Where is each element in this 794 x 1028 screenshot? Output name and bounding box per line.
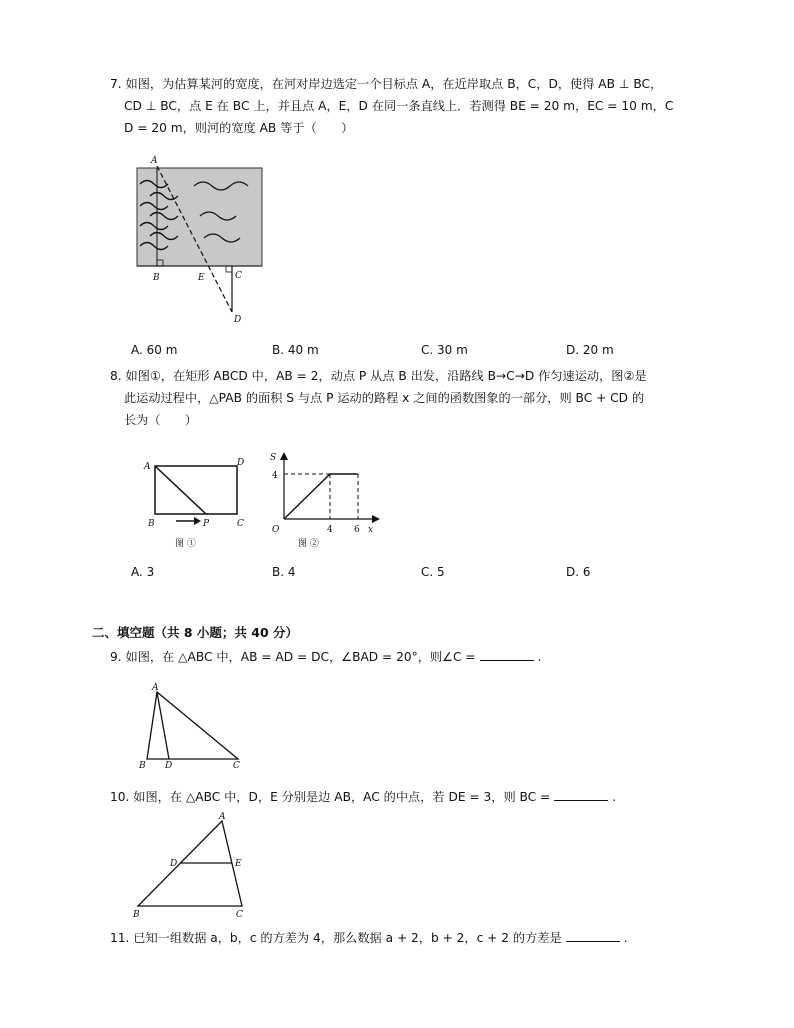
q11-text-post: . <box>623 931 628 945</box>
q10-label-a: A <box>219 812 226 822</box>
q9-text-pre: 9. 如图，在 △ABC 中，AB = AD = DC，∠BAD = 20°，则∠C = <box>110 650 476 664</box>
q7-label-a: A <box>151 156 158 166</box>
q8-option-c[interactable]: C. 5 <box>421 565 445 579</box>
q7-label-b: B <box>153 273 160 283</box>
q8-fig2-caption: 图 ② <box>298 539 319 549</box>
q8-fig1-label-p: P <box>203 519 210 529</box>
q8-fig1-caption: 图 ① <box>175 539 196 549</box>
q8-fig2-label-o: O <box>272 525 280 535</box>
q7-label-e: E <box>198 273 205 283</box>
q8-fig2-tick-x6: 6 <box>354 525 360 535</box>
q8-option-a[interactable]: A. 3 <box>131 565 155 579</box>
q7-line3: D = 20 m，则河的宽度 AB 等于（ ） <box>124 121 354 135</box>
section-2-title: 二、填空题（共 8 小题；共 40 分） <box>92 625 299 640</box>
q8-fig1-label-c: C <box>237 519 244 529</box>
q7-option-c[interactable]: C. 30 m <box>421 343 468 357</box>
q7-label-c: C <box>235 271 242 281</box>
q8-fig2-label-x: x <box>368 525 374 535</box>
q8-option-d[interactable]: D. 6 <box>566 565 591 579</box>
q8-line1: 8. 如图①，在矩形 ABCD 中，AB = 2，动点 P 从点 B 出发，沿路线 B→C→D 作匀速运动，图②是 <box>110 369 647 383</box>
q8-fig2-tick-x4: 4 <box>327 525 333 535</box>
q7-option-a[interactable]: A. 60 m <box>131 343 178 357</box>
q11-answer-blank[interactable] <box>566 930 620 942</box>
q9-label-c: C <box>233 761 240 771</box>
q8-line3: 长为（ ） <box>124 413 198 427</box>
q9-label-a: A <box>152 683 159 693</box>
q9-label-b: B <box>139 761 146 771</box>
q9-text-post: . <box>537 650 542 664</box>
q7-option-d[interactable]: D. 20 m <box>566 343 614 357</box>
q8-option-b[interactable]: B. 4 <box>272 565 296 579</box>
q8-fig2-label-s: S <box>270 453 277 463</box>
q8-fig1-label-a: A <box>144 462 151 472</box>
q10-text-post: . <box>612 790 617 804</box>
q10-label-e: E <box>235 859 242 869</box>
q11-text-pre: 11. 已知一组数据 a，b，c 的方差为 4，那么数据 a + 2，b + 2，c + 2 的方差是 <box>110 931 562 945</box>
q8-fig1-label-b: B <box>148 519 155 529</box>
q7-line1: 7. 如图，为估算某河的宽度，在河对岸边选定一个目标点 A，在近岸取点 B，C，D，使得 AB ⊥ BC， <box>110 77 663 91</box>
q10-label-c: C <box>236 910 243 920</box>
q10-label-d: D <box>170 859 178 869</box>
q10-text-pre: 10. 如图，在 △ABC 中，D，E 分别是边 AB，AC 的中点，若 DE = 3，则 BC = <box>110 790 551 804</box>
q9-label-d: D <box>165 761 173 771</box>
q8-fig1-label-d: D <box>237 458 245 468</box>
q10-label-b: B <box>133 910 140 920</box>
q7-option-b[interactable]: B. 40 m <box>272 343 319 357</box>
q7-label-d: D <box>234 315 242 325</box>
q7-line2: CD ⊥ BC，点 E 在 BC 上，并且点 A，E，D 在同一条直线上．若测得 BE = 20 m，EC = 10 m，C <box>124 99 674 113</box>
q8-fig2-tick-y4: 4 <box>272 471 278 481</box>
q11-text <box>110 930 628 946</box>
q8-line2: 此运动过程中，△PAB 的面积 S 与点 P 运动的路程 x 之间的函数图象的一部分，则 BC + CD 的 <box>124 391 645 405</box>
